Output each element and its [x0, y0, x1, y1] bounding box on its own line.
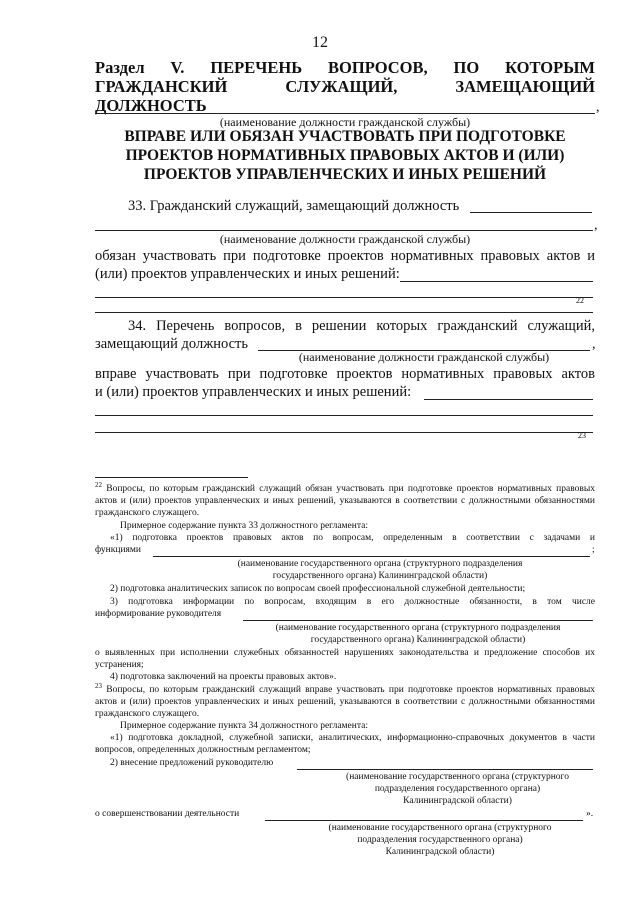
footnote-ref-23[interactable]: 23	[578, 431, 586, 440]
org-caption-1a: (наименование государственного органа (структурного подразделения	[237, 559, 523, 569]
org-caption-4c: Калининградской области)	[385, 847, 495, 857]
footnote-22-text: Вопросы, по которым гражданский служащий обязан участвовать при подготовке проектов нормативных правовых актов и (или) проектов управленческих и иных решений, указываются в соответствии с должностными обязанностями гражданского служащего.	[95, 484, 595, 518]
item33-answer-line-3[interactable]	[95, 312, 593, 313]
item34-line4: и (или) проектов управленческих и иных решений:	[95, 384, 412, 400]
item33-position-field-2[interactable]	[95, 230, 593, 231]
item33-comma: ,	[594, 218, 598, 233]
org-caption-3c: Калининградской области)	[403, 796, 512, 806]
sample34-item2-end: ».	[586, 809, 594, 819]
item34-line2: замещающий должность	[95, 336, 248, 352]
item34-comma: ,	[592, 337, 596, 352]
sample33-item3-inform: информирование руководителя	[95, 609, 222, 619]
item33-caption: (наименование должности гражданской службы)	[219, 232, 471, 246]
section-heading: Раздел V. ПЕРЕЧЕНЬ ВОПРОСОВ, ПО КОТОРЫМ ГРАЖДАНСКИЙ СЛУЖАЩИЙ, ЗАМЕЩАЮЩИЙ ДОЛЖНОСТЬ	[95, 58, 595, 115]
footnote-ref-22[interactable]: 22	[576, 296, 584, 305]
item33-answer-line-2[interactable]	[95, 297, 593, 298]
org-caption-4a: (наименование государственного органа (структурного	[328, 823, 552, 833]
sample34-org-field-1[interactable]	[297, 769, 593, 770]
sample33-item3-violations: о выявленных при исполнении служебных обязанностей нарушениях законодательства и предложение способов их устранения;	[95, 648, 595, 670]
sample33-item4: 4) подготовка заключений на проекты правовых актов».	[110, 672, 337, 682]
org-caption-2a: (наименование государственного органа (структурного подразделения	[275, 623, 561, 633]
sample34-item2-improve: о совершенствовании деятельности	[95, 809, 240, 819]
sample34-item2: 2) внесение предложений руководителю	[110, 758, 274, 768]
section-title: ВПРАВЕ ИЛИ ОБЯЗАН УЧАСТВОВАТЬ ПРИ ПОДГОТОВКЕ ПРОЕКТОВ НОРМАТИВНЫХ ПРАВОВЫХ АКТОВ И (ИЛИ) ПРОЕКТОВ УПРАВЛЕНЧЕСКИХ И ИНЫХ РЕШЕНИЙ	[124, 128, 566, 183]
item33-answer-field[interactable]	[400, 281, 593, 282]
item34-line3: вправе участвовать при подготовке проектов нормативных правовых актов	[95, 366, 595, 382]
item33-line2: обязан участвовать при подготовке проектов нормативных правовых актов и	[95, 248, 595, 264]
footnote-22-number: 22	[95, 480, 102, 489]
item34-answer-line-3[interactable]	[95, 432, 593, 433]
item33-line1: 33. Гражданский служащий, замещающий должность	[128, 198, 460, 214]
heading-comma: ,	[596, 100, 600, 115]
item33-line3: (или) проектов управленческих и иных решений:	[95, 266, 400, 282]
org-caption-2b: государственного органа) Калининградской области)	[310, 635, 526, 645]
sample33-item3: 3) подготовка информации по вопросам, входящим в его должностные обязанности, в том числе	[110, 597, 595, 607]
sample33-item1-end: ;	[592, 545, 595, 555]
sample34-org-field-2[interactable]	[265, 820, 583, 821]
org-caption-4b: подразделения государственного органа)	[357, 835, 523, 845]
footnote-22	[95, 480, 595, 519]
item34-answer-line-2[interactable]	[95, 415, 593, 416]
item34-line1: 34. Перечень вопросов, в решении которых гражданский служащий,	[128, 318, 595, 334]
sample33-item1-functions: функциями	[95, 545, 142, 555]
sample33-org-field-1[interactable]	[153, 556, 590, 557]
footnote-separator	[95, 477, 248, 478]
footnote-23-text: Вопросы, по которым гражданский служащий вправе участвовать при подготовке проектов нормативных правовых актов и (или) проектов управленческих и иных решений, указываются в соответствии с должностными обязанностями гражданского служащего.	[95, 685, 596, 719]
sample33-item2: 2) подготовка аналитических записок по вопросам своей профессиональной служебной деятельности;	[110, 584, 526, 594]
footnote-23-number: 23	[95, 681, 102, 690]
page-number: 12	[312, 34, 328, 51]
footnote-23	[95, 681, 596, 720]
sample34-intro: Примерное содержание пункта 34 должностного регламента:	[120, 721, 368, 731]
sample34-item1: «1) подготовка докладной, служебной записки, аналитических, информационно-справочных документов в части вопросов, определенных должностным регламентом;	[95, 733, 595, 755]
position-blank-line[interactable]	[95, 113, 595, 114]
item33-position-field[interactable]	[470, 212, 592, 213]
sample33-item1: «1) подготовка проектов правовых актов по вопросам, определенным в соответствии с задачами и	[110, 533, 595, 543]
org-caption-1b: государственного органа) Калининградской области)	[272, 571, 488, 581]
org-caption-3a: (наименование государственного органа (структурного	[346, 772, 569, 782]
org-caption-3b: подразделения государственного органа)	[374, 784, 541, 794]
item34-answer-field[interactable]	[424, 399, 593, 400]
sample33-org-field-2[interactable]	[243, 620, 593, 621]
item34-caption: (наименование должности гражданской службы)	[298, 350, 550, 364]
position-caption: (наименование должности гражданской службы)	[219, 115, 471, 129]
sample33-intro: Примерное содержание пункта 33 должностного регламента:	[120, 521, 368, 531]
